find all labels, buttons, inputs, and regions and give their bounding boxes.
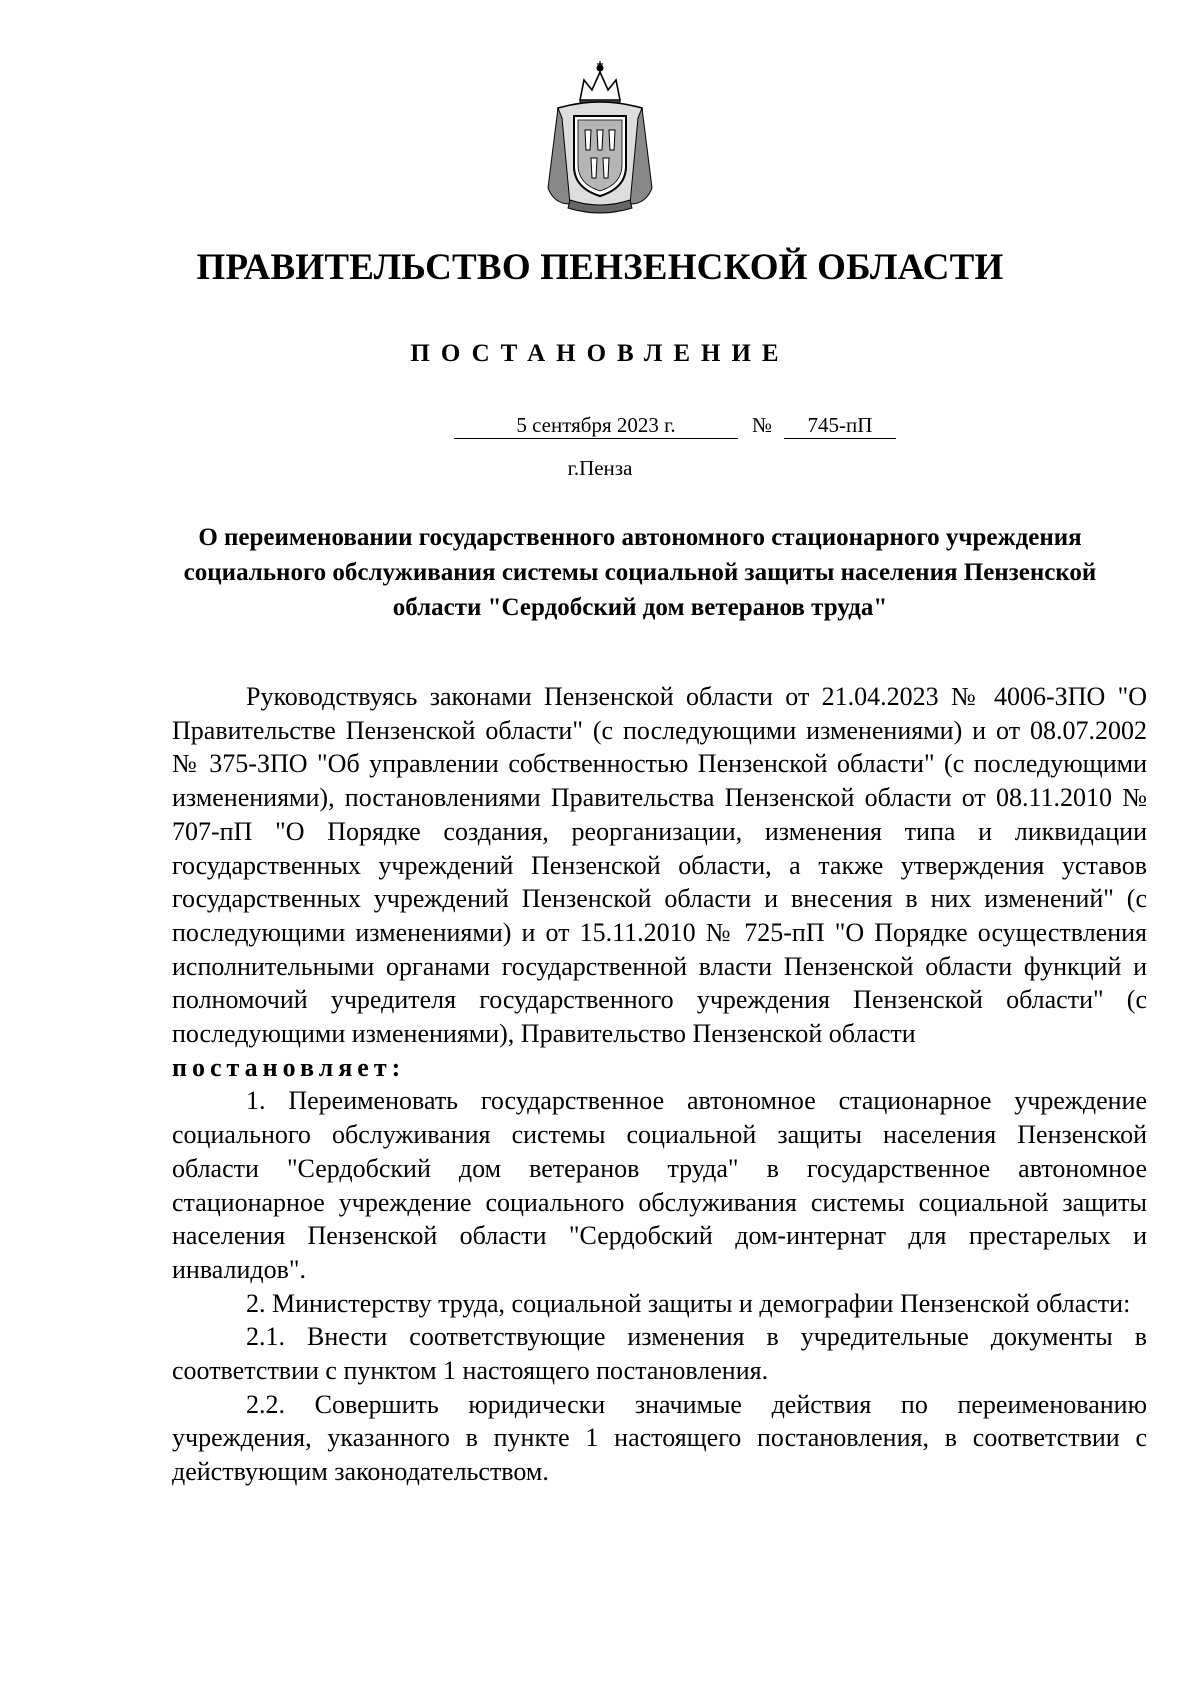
number-sign: №	[752, 413, 773, 437]
document-body	[172, 680, 1147, 1489]
resolves-word: постановляет:	[172, 1052, 406, 1082]
coat-of-arms-icon	[540, 58, 660, 218]
preamble-text: Руководствуясь законами Пензенской области от 21.04.2023 № 4006-ЗПО "О Правительстве Пензенской области" (с последующими изменениями) и от 08.07.2002 № 375-ЗПО "Об управлении собственностью Пензенской области" (с последующими изменениями), постановлениями Правительства Пензенской области от 08.11.2010 № 707-пП "О Порядке создания, реорганизации, изменения типа и ликвидации государственных учреждений Пензенской области, а также утверждения уставов государственных учреждений Пензенской области и внесения в них изменений" (с последующими изменениями) и от 15.11.2010 № 725-пП "О Порядке осуществления исполнительными органами государственной власти Пензенской области функций и полномочий учредителя государственного учреждения Пензенской области" (с последующими изменениями), Правительство Пензенской области	[172, 682, 1147, 1049]
organization-title: ПРАВИТЕЛЬСТВО ПЕНЗЕНСКОЙ ОБЛАСТИ	[196, 247, 1004, 288]
document-date: 5 сентября 2023 г.	[454, 412, 738, 439]
item-1: 1. Переименовать государственное автономное стационарное учреждение социального обслуживания системы социальной защиты населения Пензенской области "Сердобский дом ветеранов труда" в государственное автономное стационарное учреждение социального обслуживания системы социальной защиты населения Пензенской области "Сердобский дом-интернат для престарелых и инвалидов".	[172, 1086, 1147, 1284]
item-2: 2. Министерству труда, социальной защиты и демографии Пензенской области:	[246, 1288, 1131, 1318]
resolves-paragraph	[172, 1051, 1147, 1085]
document-type: ПОСТАНОВЛЕНИЕ	[410, 340, 790, 367]
document-subject: О переименовании государственного автономного стационарного учреждения социального обслуживания системы социальной защиты населения Пензенской области "Сердобский дом ветеранов труда"	[183, 524, 1097, 621]
city: г.Пенза	[567, 456, 633, 480]
item-2-2: 2.2. Совершить юридически значимые действия по переименованию учреждения, указанного в пункте 1 настоящего постановления, в соответствии с действующим законодательством.	[172, 1389, 1147, 1487]
preamble-paragraph	[172, 680, 1147, 1051]
document-number: 745-пП	[784, 412, 896, 439]
item-2-1: 2.1. Внести соответствующие изменения в учредительные документы в соответствии с пунктом 1 настоящего постановления.	[172, 1322, 1147, 1386]
